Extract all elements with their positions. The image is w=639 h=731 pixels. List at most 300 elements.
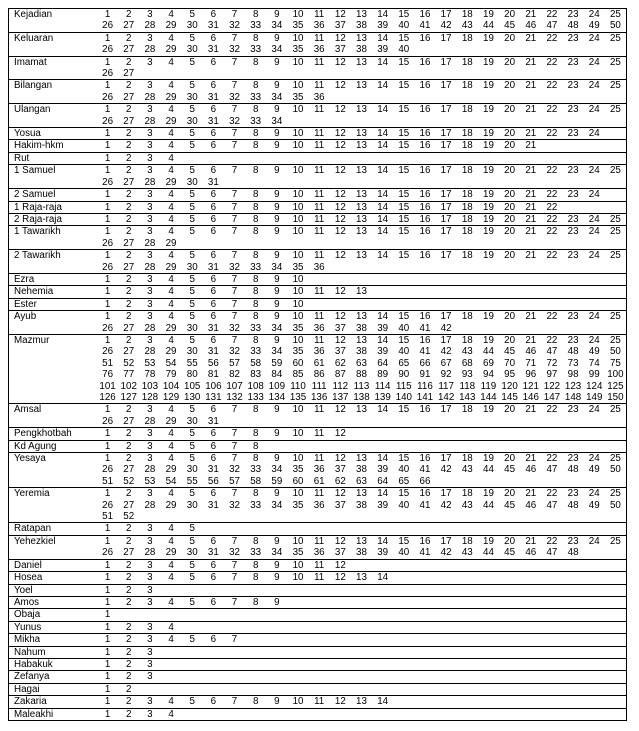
chapter-number: 15 xyxy=(398,535,410,547)
chapter-number: 16 xyxy=(419,453,431,465)
chapter-number: 8 xyxy=(252,404,259,416)
chapter-number: 38 xyxy=(356,547,367,559)
chapter-number: 34 xyxy=(271,322,283,334)
chapter-number: 63 xyxy=(356,475,367,487)
chapter-number: 30 xyxy=(186,176,198,188)
chapter-number: 31 xyxy=(207,176,219,188)
chapter-number: 5 xyxy=(189,596,195,608)
chapter-number: 6 xyxy=(210,140,217,152)
chapter-number: 7 xyxy=(231,56,238,68)
book-name: Pengkhotbah xyxy=(14,428,72,440)
chapter-number: 18 xyxy=(461,334,473,346)
chapter-number: 14 xyxy=(377,165,389,177)
chapter-number: 96 xyxy=(525,369,537,381)
chapter-number: 122 xyxy=(543,380,561,392)
chapter-number: 6 xyxy=(210,165,217,177)
chapter-number: 11 xyxy=(314,140,325,152)
chapter-number: 3 xyxy=(147,584,153,596)
chapter-number: 1 xyxy=(104,683,111,695)
chapter-number: 25 xyxy=(609,535,621,547)
chapter-number-grid xyxy=(97,659,626,670)
chapter-number: 1 xyxy=(104,621,111,633)
chapter-number: 4 xyxy=(168,334,174,346)
chapter-number: 35 xyxy=(292,20,304,32)
chapter-number: 2 xyxy=(126,646,132,658)
chapter-number: 2 xyxy=(126,201,132,213)
chapter-number-grid xyxy=(97,572,626,583)
chapter-number: 27 xyxy=(123,91,135,103)
chapter-number: 21 xyxy=(525,32,537,44)
book-name: Keluaran xyxy=(14,32,54,44)
chapter-number: 4 xyxy=(168,201,174,213)
chapter-number: 101 xyxy=(99,380,116,392)
chapter-number: 10 xyxy=(292,56,304,68)
chapter-number: 23 xyxy=(567,32,579,44)
chapter-number: 18 xyxy=(461,213,473,225)
chapter-number: 132 xyxy=(226,392,243,403)
chapter-number: 6 xyxy=(210,311,217,323)
chapter-number: 10 xyxy=(292,404,304,416)
chapter-number: 12 xyxy=(334,572,346,584)
chapter-number: 1 xyxy=(104,152,111,164)
chapter-number: 16 xyxy=(419,189,431,201)
chapter-number: 8 xyxy=(252,572,259,584)
chapter-number: 52 xyxy=(123,475,135,487)
chapter-number: 41 xyxy=(419,346,431,358)
chapter-number: 5 xyxy=(189,404,195,416)
chapter-number: 120 xyxy=(501,380,518,392)
chapter-number: 19 xyxy=(483,334,494,346)
book-row xyxy=(9,128,626,140)
chapter-number: 28 xyxy=(144,237,156,249)
book-name: 2 Raja-raja xyxy=(14,213,62,225)
chapter-number: 27 xyxy=(123,464,135,476)
book-name: Zakaria xyxy=(14,696,47,708)
chapter-number: 110 xyxy=(290,380,306,392)
chapter-number: 23 xyxy=(567,488,579,500)
chapter-number-grid xyxy=(97,335,626,403)
chapter-number: 4 xyxy=(168,523,174,535)
chapter-number: 65 xyxy=(398,357,410,369)
chapter-number: 2 xyxy=(126,273,132,285)
chapter-number: 10 xyxy=(292,535,304,547)
chapter-number: 24 xyxy=(588,56,600,68)
chapter-number: 10 xyxy=(292,226,304,238)
chapter-number: 15 xyxy=(398,250,410,262)
book-name: Yoel xyxy=(14,584,33,596)
chapter-number: 20 xyxy=(504,104,516,116)
chapter-number: 1 xyxy=(104,104,111,116)
chapter-number: 42 xyxy=(440,346,452,358)
chapter-number: 7 xyxy=(231,189,238,201)
chapter-number: 84 xyxy=(271,369,283,381)
chapter-number: 21 xyxy=(525,213,537,225)
chapter-number: 32 xyxy=(229,464,240,476)
chapter-number: 24 xyxy=(588,80,600,92)
chapter-number: 46 xyxy=(525,20,537,32)
chapter-number: 38 xyxy=(356,20,367,32)
chapter-number: 17 xyxy=(440,488,452,500)
book-row xyxy=(9,453,626,488)
chapter-number: 6 xyxy=(210,213,217,225)
chapter-number: 17 xyxy=(440,189,452,201)
chapter-number: 32 xyxy=(229,346,240,358)
chapter-number: 48 xyxy=(567,547,579,559)
chapter-number: 8 xyxy=(252,226,259,238)
chapter-number: 15 xyxy=(398,189,410,201)
chapter-number: 21 xyxy=(525,201,537,213)
chapter-number: 5 xyxy=(189,226,195,238)
chapter-number: 21 xyxy=(525,453,537,465)
chapter-number: 43 xyxy=(461,20,473,32)
chapter-number: 17 xyxy=(440,56,452,68)
chapter-number: 81 xyxy=(207,369,219,381)
chapter-number: 25 xyxy=(609,9,621,20)
chapter-number: 28 xyxy=(144,499,156,511)
chapter-number: 26 xyxy=(102,261,114,273)
chapter-number: 34 xyxy=(271,464,283,476)
chapter-number-grid xyxy=(97,214,626,225)
chapter-number: 13 xyxy=(356,201,367,213)
chapter-number: 2 xyxy=(126,250,132,262)
chapter-number: 15 xyxy=(398,56,410,68)
chapter-number: 4 xyxy=(168,696,174,708)
chapter-number: 20 xyxy=(504,311,516,323)
chapter-number-grid xyxy=(97,202,626,213)
chapter-number: 143 xyxy=(459,392,476,403)
chapter-number: 5 xyxy=(189,80,195,92)
chapter-number: 8 xyxy=(252,311,259,323)
chapter-number: 2 xyxy=(126,453,132,465)
chapter-number: 105 xyxy=(184,380,201,392)
chapter-number: 31 xyxy=(207,346,219,358)
chapter-number: 20 xyxy=(504,488,516,500)
chapter-number: 2 xyxy=(126,404,132,416)
chapter-number: 10 xyxy=(292,286,304,298)
chapter-number: 8 xyxy=(252,273,259,285)
chapter-number: 11 xyxy=(314,226,325,238)
chapter-number: 19 xyxy=(483,104,494,116)
chapter-number: 18 xyxy=(461,226,473,238)
chapter-number: 3 xyxy=(147,273,153,285)
chapter-number: 15 xyxy=(398,488,410,500)
chapter-number: 8 xyxy=(252,80,259,92)
chapter-number: 3 xyxy=(147,453,153,465)
chapter-number: 23 xyxy=(567,334,579,346)
chapter-number: 2 xyxy=(126,696,132,708)
chapter-number: 22 xyxy=(546,404,558,416)
chapter-number: 48 xyxy=(567,464,579,476)
chapter-number: 15 xyxy=(398,213,410,225)
chapter-number: 23 xyxy=(567,80,579,92)
book-row xyxy=(9,335,626,404)
chapter-number: 27 xyxy=(123,346,135,358)
chapter-number: 17 xyxy=(440,128,452,140)
chapter-number: 4 xyxy=(168,298,174,310)
chapter-number: 10 xyxy=(292,128,304,140)
chapter-number: 31 xyxy=(207,261,219,273)
chapter-number: 32 xyxy=(229,322,240,334)
chapter-number: 12 xyxy=(334,189,346,201)
chapter-number: 11 xyxy=(314,453,325,465)
chapter-number: 3 xyxy=(147,140,153,152)
chapter-number: 5 xyxy=(189,32,195,44)
chapter-number: 2 xyxy=(126,165,132,177)
chapter-number: 7 xyxy=(231,488,238,500)
chapter-number-grid xyxy=(97,709,626,720)
chapter-number: 1 xyxy=(104,671,111,683)
chapter-number: 16 xyxy=(419,535,431,547)
chapter-number: 18 xyxy=(461,250,473,262)
chapter-number: 4 xyxy=(168,404,174,416)
chapter-number: 7 xyxy=(231,273,238,285)
book-name: Rut xyxy=(14,152,30,164)
chapter-number: 117 xyxy=(438,380,454,392)
chapter-number: 13 xyxy=(356,488,367,500)
chapter-number: 12 xyxy=(334,404,346,416)
chapter-number: 23 xyxy=(567,189,579,201)
chapter-number: 4 xyxy=(168,286,174,298)
chapter-number: 14 xyxy=(377,572,389,584)
chapter-number: 103 xyxy=(141,380,159,392)
chapter-number: 27 xyxy=(123,68,135,80)
chapter-number: 15 xyxy=(398,128,410,140)
book-row xyxy=(9,165,626,189)
chapter-number: 12 xyxy=(334,213,346,225)
chapter-number: 33 xyxy=(250,322,262,334)
chapter-number: 13 xyxy=(356,535,367,547)
book-row xyxy=(9,33,626,57)
chapter-number-grid xyxy=(97,622,626,633)
book-row xyxy=(9,274,626,286)
chapter-number: 24 xyxy=(588,334,600,346)
chapter-number: 1 xyxy=(104,404,111,416)
chapter-number: 32 xyxy=(229,115,240,127)
chapter-number: 21 xyxy=(525,104,537,116)
chapter-number: 4 xyxy=(168,488,174,500)
chapter-number: 42 xyxy=(440,499,452,511)
chapter-number: 86 xyxy=(313,369,325,381)
chapter-number: 19 xyxy=(483,535,494,547)
chapter-number: 24 xyxy=(588,9,600,20)
chapter-number: 1 xyxy=(104,609,111,621)
chapter-number: 46 xyxy=(525,464,537,476)
chapter-number: 17 xyxy=(440,201,452,213)
chapter-number: 7 xyxy=(231,596,238,608)
chapter-number: 29 xyxy=(165,464,177,476)
chapter-number: 36 xyxy=(313,346,325,358)
chapter-number-grid xyxy=(97,226,626,249)
chapter-number: 36 xyxy=(313,91,325,103)
chapter-number: 5 xyxy=(189,9,195,20)
chapter-number: 30 xyxy=(186,261,198,273)
chapter-number: 125 xyxy=(607,380,624,392)
chapter-number: 2 xyxy=(126,559,132,571)
chapter-number: 22 xyxy=(546,128,558,140)
chapter-number: 6 xyxy=(210,80,217,92)
chapter-number: 5 xyxy=(189,559,195,571)
chapter-number: 25 xyxy=(609,334,621,346)
chapter-number: 16 xyxy=(419,140,431,152)
chapter-number: 17 xyxy=(440,311,452,323)
chapter-number: 37 xyxy=(334,499,346,511)
chapter-number: 15 xyxy=(398,140,410,152)
chapter-number: 4 xyxy=(168,453,174,465)
chapter-number: 33 xyxy=(250,115,262,127)
chapter-number: 33 xyxy=(250,346,262,358)
chapter-number: 2 xyxy=(126,572,132,584)
chapter-number: 19 xyxy=(483,226,494,238)
chapter-number: 2 xyxy=(126,683,132,695)
book-name: Imamat xyxy=(14,56,47,68)
chapter-number: 43 xyxy=(461,464,473,476)
chapter-number: 24 xyxy=(588,213,600,225)
chapter-number: 44 xyxy=(483,464,494,476)
book-name: 2 Tawarikh xyxy=(14,250,61,262)
chapter-number: 19 xyxy=(483,488,494,500)
chapter-number: 1 xyxy=(104,32,111,44)
chapter-number: 3 xyxy=(147,189,153,201)
chapter-number: 13 xyxy=(356,404,367,416)
chapter-number: 6 xyxy=(210,535,217,547)
chapter-number: 6 xyxy=(210,334,217,346)
chapter-number: 146 xyxy=(522,392,539,403)
chapter-number: 8 xyxy=(252,488,259,500)
chapter-number: 1 xyxy=(104,128,111,140)
chapter-number: 20 xyxy=(504,165,516,177)
chapter-number: 50 xyxy=(609,499,621,511)
chapter-number: 74 xyxy=(588,357,600,369)
chapter-number: 47 xyxy=(546,499,558,511)
chapter-number: 6 xyxy=(210,634,217,646)
chapter-number: 14 xyxy=(377,213,389,225)
chapter-number: 16 xyxy=(419,9,431,20)
chapter-number: 31 xyxy=(207,499,219,511)
chapter-number: 9 xyxy=(274,250,280,262)
chapter-number: 20 xyxy=(504,404,516,416)
chapter-number: 4 xyxy=(168,9,174,20)
chapter-number: 9 xyxy=(274,140,280,152)
chapter-number: 15 xyxy=(398,165,410,177)
chapter-number: 5 xyxy=(189,56,195,68)
chapter-number: 19 xyxy=(483,189,494,201)
chapter-number: 4 xyxy=(168,165,174,177)
book-name: Hakim-hkm xyxy=(14,140,64,152)
chapter-number: 61 xyxy=(313,475,325,487)
chapter-number: 30 xyxy=(186,547,198,559)
chapter-number: 7 xyxy=(231,128,238,140)
chapter-number: 26 xyxy=(102,547,114,559)
chapter-number: 31 xyxy=(207,44,219,56)
chapter-number-grid xyxy=(97,597,626,608)
chapter-number: 44 xyxy=(483,20,494,32)
chapter-number: 2 xyxy=(126,708,132,720)
chapter-number: 7 xyxy=(231,696,238,708)
chapter-number: 11 xyxy=(314,165,325,177)
chapter-number: 25 xyxy=(609,250,621,262)
chapter-number: 42 xyxy=(440,322,452,334)
chapter-number: 27 xyxy=(123,261,135,273)
chapter-number: 3 xyxy=(147,128,153,140)
chapter-number-grid xyxy=(97,299,626,310)
chapter-number: 22 xyxy=(546,165,558,177)
chapter-number: 13 xyxy=(356,226,367,238)
chapter-number: 12 xyxy=(334,201,346,213)
chapter-number: 8 xyxy=(252,104,259,116)
chapter-number: 20 xyxy=(504,128,516,140)
chapter-number: 2 xyxy=(126,80,132,92)
chapter-number: 9 xyxy=(274,572,280,584)
chapter-number: 3 xyxy=(147,201,153,213)
book-row xyxy=(9,523,626,535)
chapter-number: 63 xyxy=(356,357,367,369)
chapter-number: 136 xyxy=(310,392,328,403)
chapter-number: 9 xyxy=(274,311,280,323)
chapter-number: 88 xyxy=(356,369,367,381)
chapter-number: 9 xyxy=(274,273,280,285)
chapter-number: 7 xyxy=(231,286,238,298)
chapter-number: 11 xyxy=(314,428,325,440)
chapter-number: 9 xyxy=(274,596,280,608)
chapter-number: 4 xyxy=(168,440,174,452)
chapter-number: 47 xyxy=(546,464,558,476)
chapter-number: 116 xyxy=(417,380,433,392)
chapter-number: 7 xyxy=(231,104,238,116)
chapter-number: 42 xyxy=(440,20,452,32)
chapter-number: 15 xyxy=(398,311,410,323)
chapter-number-grid xyxy=(97,523,626,534)
chapter-number: 32 xyxy=(229,20,240,32)
chapter-number: 16 xyxy=(419,165,431,177)
chapter-number: 3 xyxy=(147,523,153,535)
chapter-number: 54 xyxy=(165,475,177,487)
chapter-number: 25 xyxy=(609,404,621,416)
chapter-number: 27 xyxy=(123,176,135,188)
chapter-number: 9 xyxy=(274,56,280,68)
chapter-number: 25 xyxy=(609,32,621,44)
chapter-number: 2 xyxy=(126,32,132,44)
chapter-number: 20 xyxy=(504,453,516,465)
chapter-number: 80 xyxy=(186,369,198,381)
chapter-number: 9 xyxy=(274,696,280,708)
chapter-number: 36 xyxy=(313,261,325,273)
bible-chapter-index-table xyxy=(8,8,627,721)
chapter-number: 5 xyxy=(189,140,195,152)
chapter-number: 11 xyxy=(314,334,325,346)
chapter-number: 32 xyxy=(229,261,240,273)
chapter-number: 2 xyxy=(126,535,132,547)
chapter-number: 108 xyxy=(247,380,264,392)
chapter-number: 26 xyxy=(102,237,114,249)
chapter-number: 14 xyxy=(377,189,389,201)
chapter-number: 7 xyxy=(231,634,238,646)
chapter-number: 27 xyxy=(123,20,135,32)
chapter-number: 12 xyxy=(334,286,346,298)
chapter-number: 2 xyxy=(126,658,132,670)
chapter-number: 39 xyxy=(377,322,389,334)
chapter-number: 13 xyxy=(356,334,367,346)
chapter-number: 37 xyxy=(334,44,346,56)
chapter-number: 8 xyxy=(252,286,259,298)
chapter-number: 29 xyxy=(165,499,177,511)
chapter-number: 8 xyxy=(252,32,259,44)
chapter-number: 36 xyxy=(313,499,325,511)
chapter-number: 6 xyxy=(210,56,217,68)
chapter-number: 7 xyxy=(231,213,238,225)
chapter-number: 15 xyxy=(398,104,410,116)
book-name: Ayub xyxy=(14,311,37,323)
chapter-number: 37 xyxy=(334,322,346,334)
